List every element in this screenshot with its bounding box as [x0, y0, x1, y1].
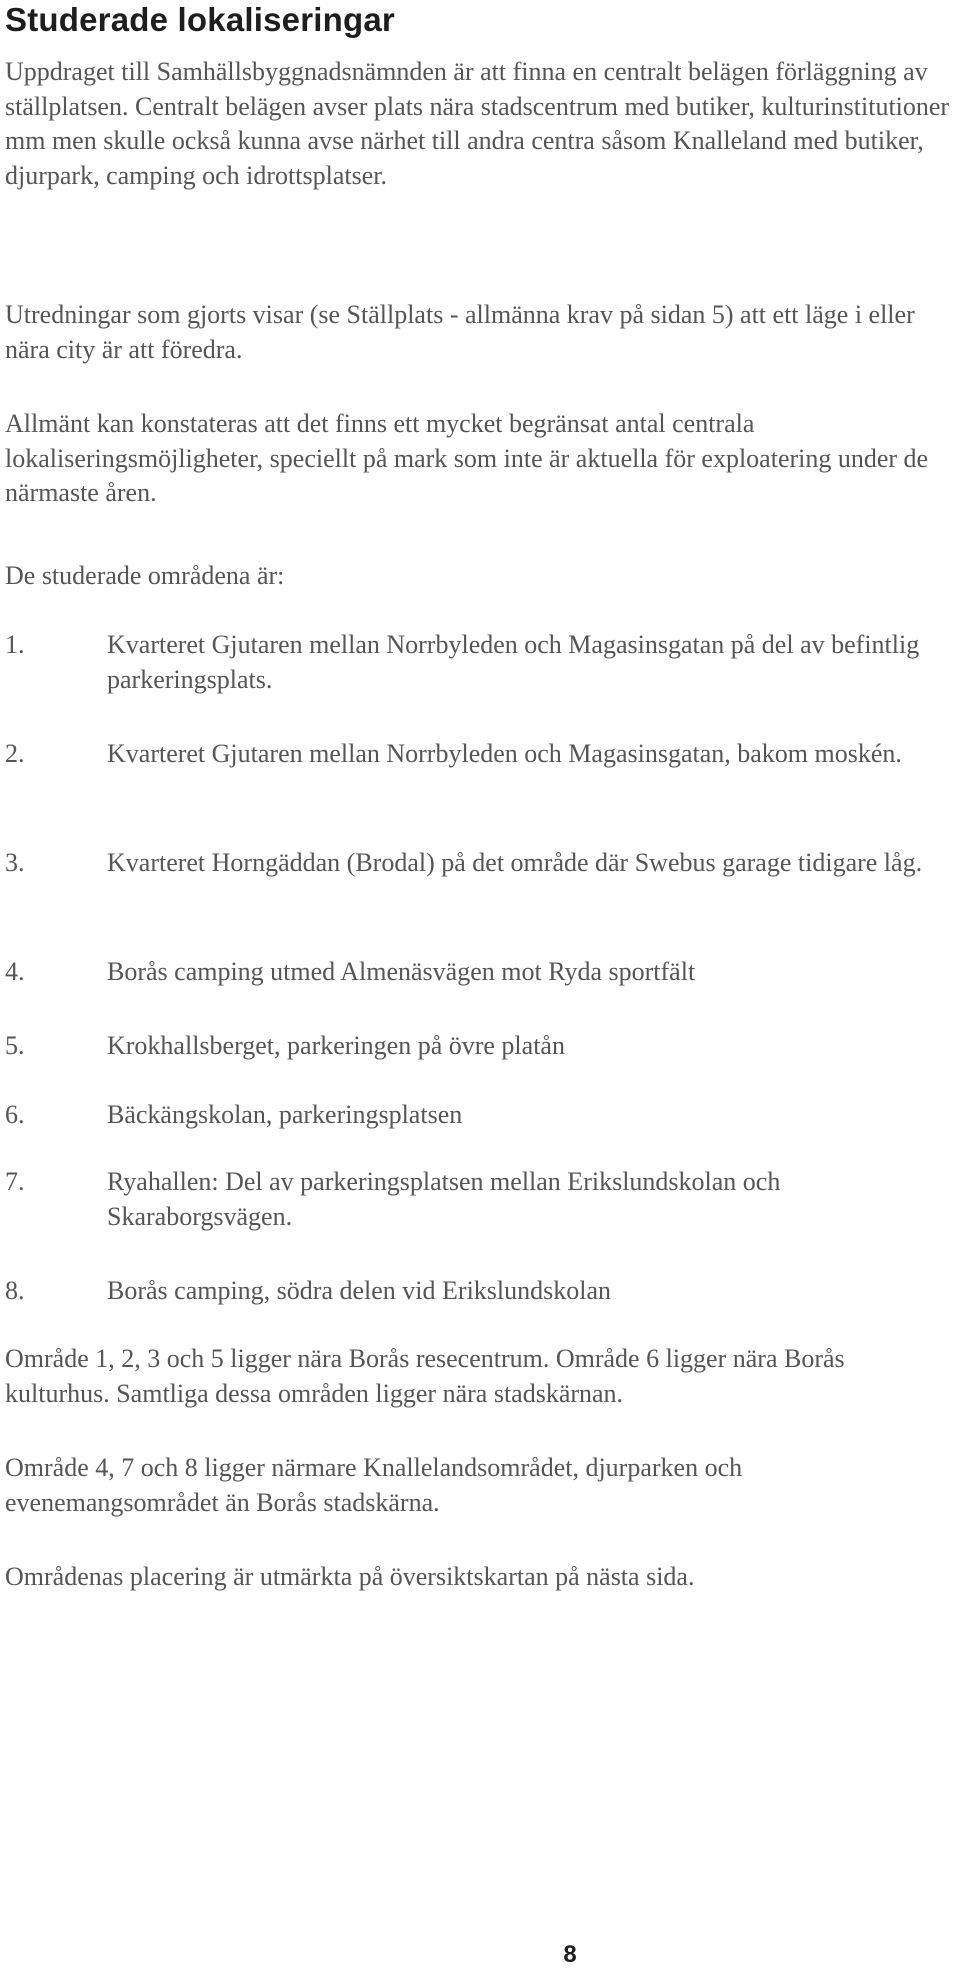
investigations-paragraph: Utredningar som gjorts visar (se Ställplats - allmänna krav på sidan 5) att ett läge i eller nära city är att föredra. [5, 300, 915, 364]
area-item-2 [5, 737, 955, 772]
area-text: Kvarteret Gjutaren mellan Norrbyleden och Magasinsgatan, bakom moskén. [107, 739, 902, 768]
area-item-8 [5, 1274, 955, 1309]
page-heading: Studerade lokaliseringar [5, 1, 395, 38]
area-number: 3. [5, 848, 25, 877]
area-item-4 [5, 955, 955, 990]
area-text: Borås camping, södra delen vid Erikslundskolan [107, 1276, 612, 1305]
area-number: 6. [5, 1100, 25, 1129]
area-number: 7. [5, 1167, 25, 1196]
area-item-6 [5, 1098, 955, 1133]
area-number: 1. [5, 630, 25, 659]
area-item-7 [5, 1165, 955, 1234]
area-text: Kvarteret Horngäddan (Brodal) på det område där Swebus garage tidigare låg. [107, 848, 923, 877]
page-number: 8 [563, 1941, 577, 1968]
area-number: 2. [5, 739, 25, 768]
intro-paragraph: Uppdraget till Samhällsbyggnadsnämnden är att finna en centralt belägen förläggning av ställplatsen. Centralt belägen avser plats nära stadscentrum med butiker, kulturinstitutioner mm men skulle också kunna avse närhet till andra centra såsom Knalleland med butiker, djurpark, camping och idrottsplatser. [5, 57, 950, 190]
proximity-paragraph: Område 1, 2, 3 och 5 ligger nära Borås resecentrum. Område 6 ligger nära Borås kulturhus. Samtliga dessa områden ligger nära stadskärnan. [5, 1344, 845, 1408]
area-text: Ryahallen: Del av parkeringsplatsen mellan Erikslundskolan och Skaraborgsvägen. [107, 1167, 781, 1231]
area-text: Borås camping utmed Almenäsvägen mot Ryda sportfält [107, 957, 696, 986]
knalleland-paragraph: Område 4, 7 och 8 ligger närmare Knallelandsområdet, djurparken och evenemangsområdet än Borås stadskärna. [5, 1453, 743, 1517]
area-item-5 [5, 1029, 955, 1064]
area-number: 8. [5, 1276, 25, 1305]
area-text: Krokhallsberget, parkeringen på övre platån [107, 1031, 565, 1060]
area-item-3 [5, 846, 955, 881]
area-text: Bäckängskolan, parkeringsplatsen [107, 1100, 463, 1129]
area-number: 5. [5, 1031, 25, 1060]
general-paragraph: Allmänt kan konstateras att det finns ett mycket begränsat antal centrala lokaliseringsmöjligheter, speciellt på mark som inte är aktuella för exploatering under de närmaste åren. [5, 409, 929, 508]
areas-intro: De studerade områdena är: [5, 561, 285, 590]
area-text: Kvarteret Gjutaren mellan Norrbyleden och Magasinsgatan på del av befintlig parkeringsplats. [107, 630, 920, 694]
area-number: 4. [5, 957, 25, 986]
map-reference-paragraph: Områdenas placering är utmärkta på översiktskartan på nästa sida. [5, 1562, 695, 1591]
area-item-1 [5, 628, 955, 697]
